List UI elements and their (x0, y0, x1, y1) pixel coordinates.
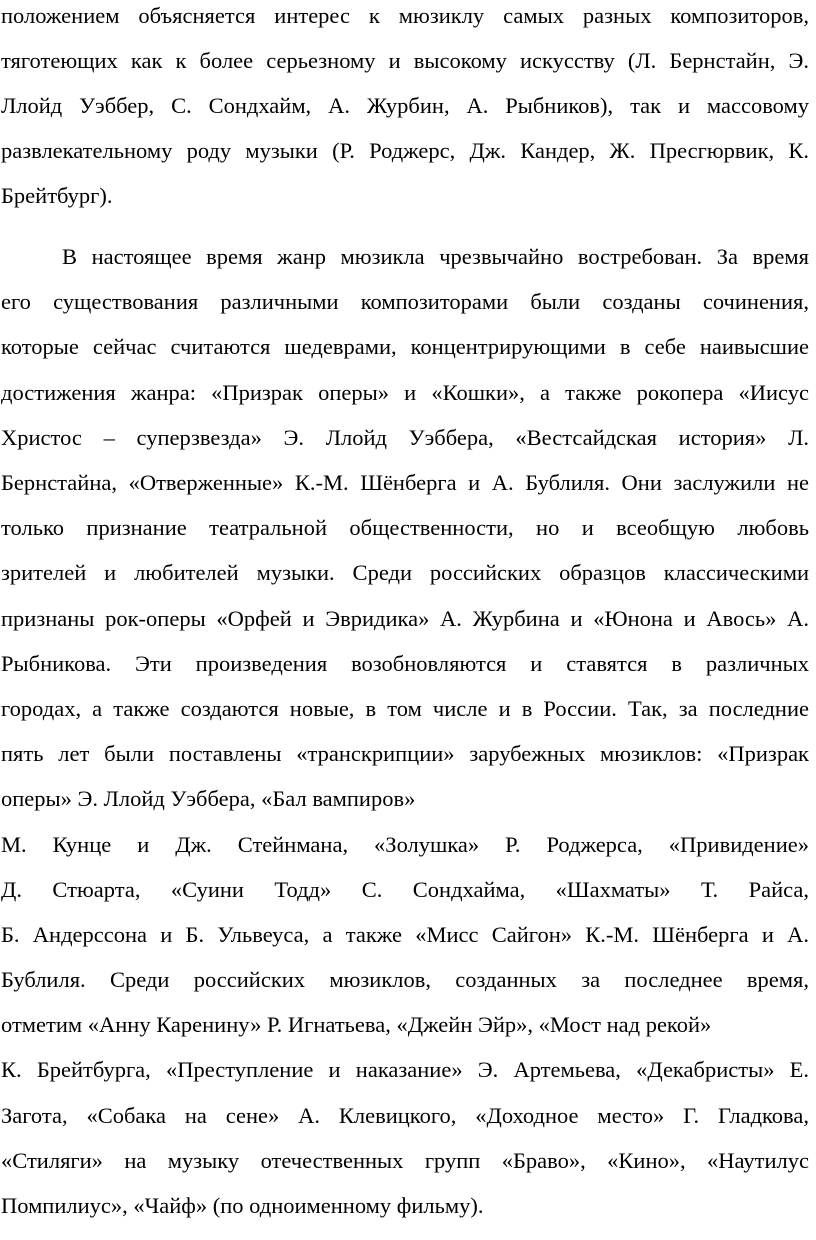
text-line: Бублиля. Среди российских мюзиклов, созданных за последнее время, (1, 967, 809, 992)
text-line: Брейтбург). (1, 183, 113, 208)
text-line: признаны рок-оперы «Орфей и Эвридика» А. Журбина и «Юнона и Авось» А. (1, 606, 809, 631)
text-line: Б. Андерссона и Б. Ульвеуса, а также «Мисс Сайгон» К.-М. Шёнберга и А. (1, 922, 809, 947)
text-line: Христос – суперзвезда» Э. Ллойд Уэббера, «Вестсайдская история» Л. (1, 425, 809, 450)
text-line: зрителей и любителей музыки. Среди российских образцов классическими (1, 560, 809, 585)
text-line: его существования различными композиторами были созданы сочинения, (1, 289, 809, 314)
text-line: Ллойд Уэббер, С. Сондхайм, А. Журбин, А. Рыбников), так и массовому (1, 93, 809, 118)
text-line: только признание театральной общественности, но и всеобщую любовь (1, 515, 809, 540)
text-line: Д. Стюарта, «Суини Тодд» С. Сондхайма, «Шахматы» Т. Райса, (1, 877, 809, 902)
text-line: которые сейчас считаются шедеврами, концентрирующими в себе наивысшие (1, 334, 809, 359)
text-line: К. Брейтбурга, «Преступление и наказание» Э. Артемьева, «Декабристы» Е. (1, 1057, 809, 1082)
text-line: оперы» Э. Ллойд Уэббера, «Бал вампиров» (1, 786, 416, 811)
text-line: Рыбникова. Эти произведения возобновляются и ставятся в различных (1, 651, 809, 676)
text-line: «Стиляги» на музыку отечественных групп «Браво», «Кино», «Наутилус (1, 1148, 809, 1173)
text-line: развлекательному роду музыки (Р. Роджерс, Дж. Кандер, Ж. Пресгюрвик, К. (1, 138, 809, 163)
text-line: Загота, «Собака на сене» А. Клевицкого, «Доходное место» Г. Гладкова, (1, 1103, 809, 1128)
text-line: городах, а также создаются новые, в том числе и в России. Так, за последние (1, 696, 809, 721)
text-line: тяготеющих как к более серьезному и высокому искусству (Л. Бернстайн, Э. (1, 48, 809, 73)
text-line: Бернстайна, «Отверженные» К.-М. Шёнберга и А. Бублиля. Они заслужили не (1, 470, 809, 495)
text-line: отметим «Анну Каренину» Р. Игнатьева, «Джейн Эйр», «Мост над рекой» (1, 1012, 712, 1037)
text-line: Помпилиус», «Чайф» (по одноименному фильму). (1, 1193, 484, 1218)
text-line: положением объясняется интерес к мюзиклу самых разных композиторов, (1, 3, 809, 28)
text-line: М. Кунце и Дж. Стейнмана, «Золушка» Р. Роджерса, «Привидение» (1, 832, 809, 857)
text-line: достижения жанра: «Призрак оперы» и «Кошки», а также рокопера «Иисус (1, 380, 809, 405)
text-line: В настоящее время жанр мюзикла чрезвычайно востребован. За время (62, 244, 809, 269)
text-line: пять лет были поставлены «транскрипции» зарубежных мюзиклов: «Призрак (1, 741, 809, 766)
